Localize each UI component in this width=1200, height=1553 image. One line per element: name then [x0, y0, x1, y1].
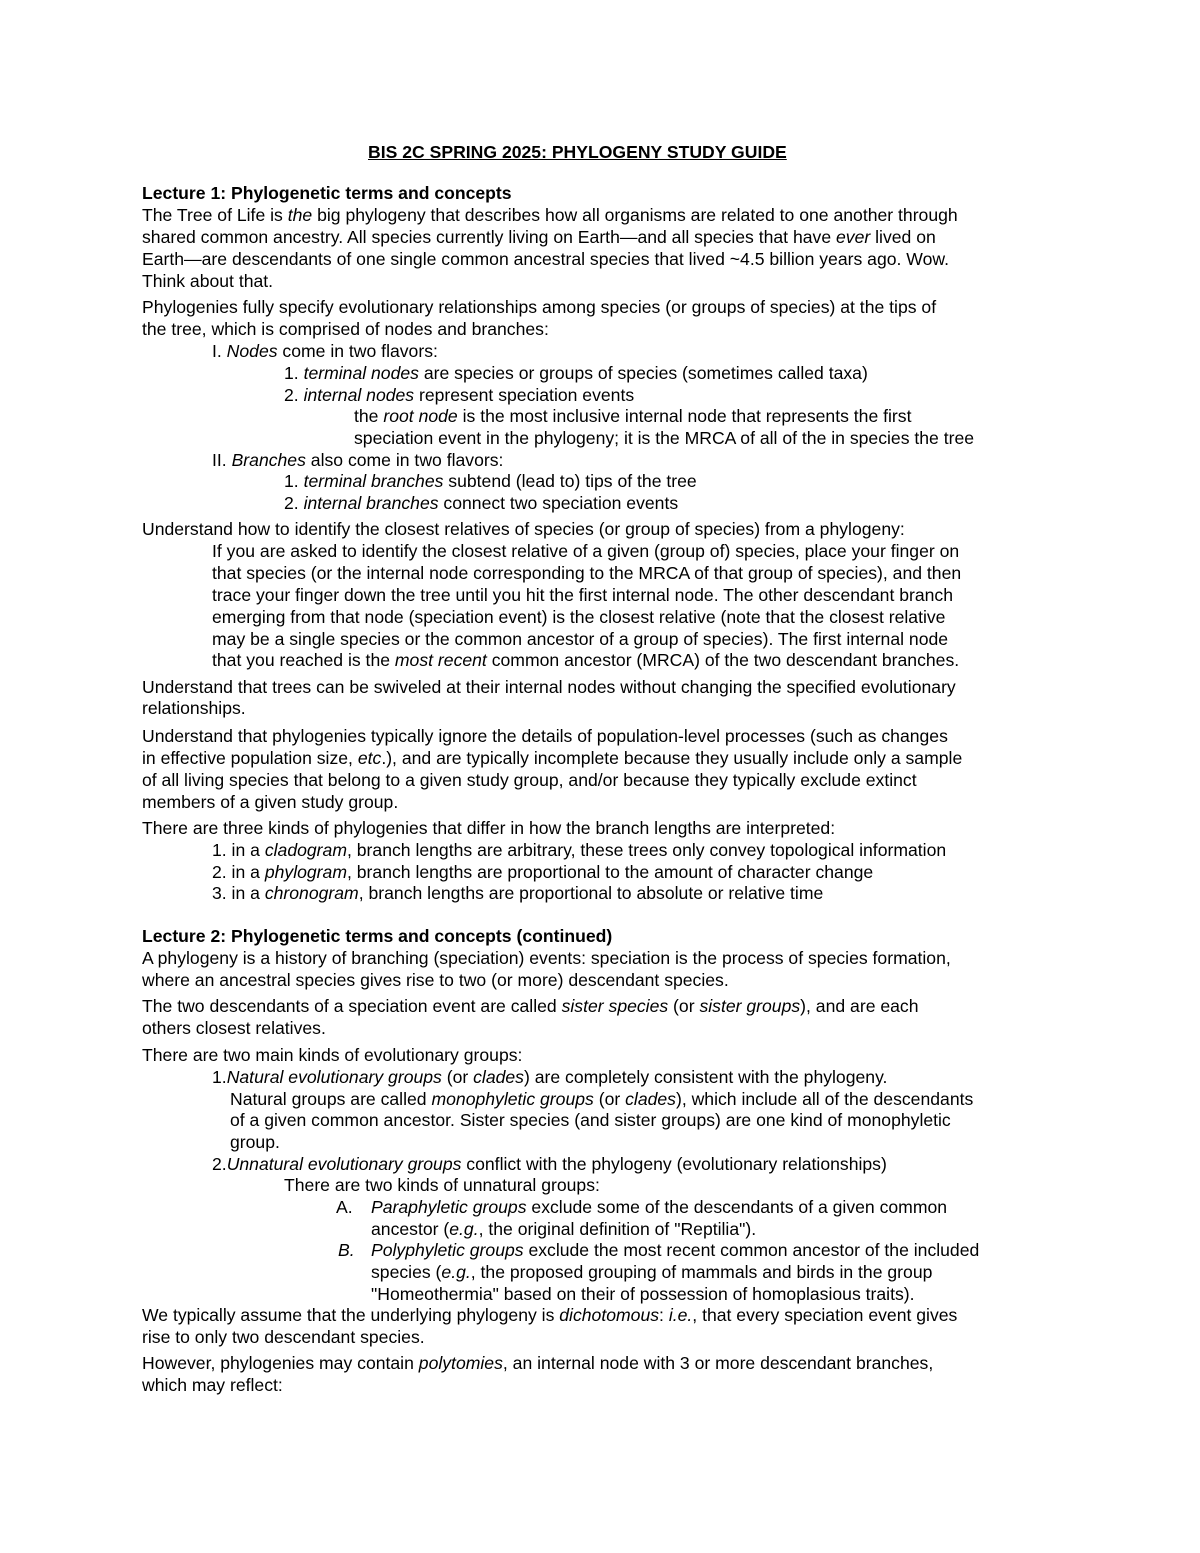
text-span: 1. [284, 363, 304, 383]
list-marker [338, 1240, 355, 1262]
paragraph-line: relationships. [142, 698, 246, 718]
italic-term: internal nodes [303, 385, 415, 405]
paragraph-line [212, 650, 959, 672]
text-span: connect two speciation events [438, 493, 679, 513]
list-item [284, 385, 634, 407]
italic-term: dichotomous [559, 1305, 660, 1325]
list-item [284, 493, 678, 515]
text-span: are species or groups of species (sometimes called taxa) [418, 363, 868, 383]
text-span: 2. [212, 1154, 227, 1174]
paragraph-line [142, 1353, 933, 1375]
italic-term: cladogram [264, 840, 347, 860]
paragraph-line: trace your finger down the tree until you hit the first internal node. The other descendant branch [212, 585, 954, 605]
paragraph-line [142, 748, 962, 770]
text-span: also come in two flavors: [305, 450, 504, 470]
italic-term: Polyphyletic groups [371, 1240, 524, 1260]
paragraph-line: the tree, which is comprised of nodes and branches: [142, 319, 549, 339]
list-item [371, 1219, 756, 1241]
italic-term: monophyletic groups [431, 1089, 594, 1109]
italic-term: Natural evolutionary groups [226, 1067, 442, 1087]
text-span: , branch lengths are proportional to absolute or relative time [358, 883, 824, 903]
text-span: in effective population size, [142, 748, 358, 768]
text-span: (or [593, 1089, 626, 1109]
text-span: exclude some of the descendants of a given common [526, 1197, 948, 1217]
text-span: , the original definition of "Reptilia"). [478, 1219, 757, 1239]
text-span: I. [212, 341, 227, 361]
text-span: that you reached is the [212, 650, 395, 670]
list-item [212, 1067, 887, 1089]
list-item [230, 1089, 973, 1111]
text-span: (or [668, 996, 700, 1016]
paragraph-line: where an ancestral species gives rise to two (or more) descendant species. [142, 970, 729, 990]
text-span: , an internal node with 3 or more descendant branches, [502, 1353, 934, 1373]
paragraph-line: which may reflect: [142, 1375, 283, 1395]
italic-term: polytomies [418, 1353, 503, 1373]
paragraph-line: Understand how to identify the closest relatives of species (or group of species) from a phylogeny: [142, 519, 905, 539]
italic-term: Unnatural evolutionary groups [226, 1154, 462, 1174]
paragraph-line: A phylogeny is a history of branching (speciation) events: speciation is the process of species formation, [142, 948, 951, 968]
list-item: "Homeothermia" based on their of possession of homoplasious traits). [371, 1284, 915, 1304]
list-item: speciation event in the phylogeny; it is the MRCA of all of the in species the tree [354, 428, 975, 448]
list-item [212, 883, 823, 905]
text-span: come in two flavors: [277, 341, 438, 361]
paragraph-line [142, 1305, 957, 1327]
text-span: common ancestor (MRCA) of the two descendant branches. [486, 650, 960, 670]
lecture-1-heading: Lecture 1: Phylogenetic terms and concepts [142, 183, 512, 203]
list-item [371, 1197, 947, 1219]
text-span: 2. [284, 493, 304, 513]
paragraph-line: Think about that. [142, 271, 274, 291]
text-span: II. [212, 450, 232, 470]
paragraph-line: others closest relatives. [142, 1018, 326, 1038]
italic-term: e.g. [441, 1262, 471, 1282]
text-span: 2. [284, 385, 304, 405]
italic-term: phylogram [264, 862, 347, 882]
paragraph-line: Understand that phylogenies typically ignore the details of population-level processes (such as changes [142, 726, 948, 746]
italic-term: sister groups [699, 996, 801, 1016]
text-span: 2. in a [212, 862, 265, 882]
paragraph-line: may be a single species or the common ancestor of a group of species). The first internal node [212, 629, 949, 649]
italic-term: terminal nodes [303, 363, 419, 383]
text-span: (or [441, 1067, 474, 1087]
text-span: The two descendants of a speciation event are called [142, 996, 562, 1016]
text-span: , the proposed grouping of mammals and birds in the group [470, 1262, 933, 1282]
text-span: 1. [212, 1067, 227, 1087]
italic-term: Nodes [226, 341, 278, 361]
text-span: 1. [284, 471, 304, 491]
list-item [212, 1154, 887, 1176]
text-span: , branch lengths are arbitrary, these trees only convey topological information [346, 840, 947, 860]
list-item: There are two kinds of unnatural groups: [284, 1175, 600, 1195]
text-span: big phylogeny that describes how all organisms are related to one another through [312, 205, 958, 225]
list-marker: A. [336, 1197, 353, 1217]
text-span: ) are completely consistent with the phylogeny. [523, 1067, 888, 1087]
italic-term: most recent [394, 650, 487, 670]
text-span: However, phylogenies may contain [142, 1353, 419, 1373]
lecture-2-heading: Lecture 2: Phylogenetic terms and concepts (continued) [142, 926, 613, 946]
paragraph-line: that species (or the internal node corresponding to the MRCA of that group of species), and then [212, 563, 962, 583]
list-item [371, 1240, 979, 1262]
italic-term: B. [338, 1240, 355, 1260]
paragraph-line: If you are asked to identify the closest relative of a given (group of) species, place your finger on [212, 541, 960, 561]
list-item [284, 471, 697, 493]
italic-term: clades [473, 1067, 524, 1087]
list-item [212, 840, 946, 862]
italic-term: internal branches [303, 493, 439, 513]
text-span: represent speciation events [414, 385, 635, 405]
list-item [212, 341, 438, 363]
paragraph-line: emerging from that node (speciation event) is the closest relative (note that the closest relative [212, 607, 946, 627]
text-span: Natural groups are called [230, 1089, 432, 1109]
text-span: 3. in a [212, 883, 265, 903]
list-item [212, 450, 503, 472]
list-item [354, 406, 911, 428]
list-item: group. [230, 1132, 280, 1152]
text-span: We typically assume that the underlying phylogeny is [142, 1305, 560, 1325]
text-span: 1. in a [212, 840, 265, 860]
list-item [284, 363, 868, 385]
paragraph-line: members of a given study group. [142, 792, 399, 812]
paragraph-line: Phylogenies fully specify evolutionary relationships among species (or groups of species) at the tips of [142, 297, 937, 317]
paragraph-line: There are three kinds of phylogenies that differ in how the branch lengths are interpreted: [142, 818, 836, 838]
italic-term: terminal branches [303, 471, 444, 491]
italic-term: e.g. [449, 1219, 479, 1239]
text-span: exclude the most recent common ancestor of the included [523, 1240, 980, 1260]
text-span: , that every speciation event gives [692, 1305, 958, 1325]
italic-term: chronogram [264, 883, 359, 903]
text-span: , branch lengths are proportional to the amount of character change [346, 862, 874, 882]
italic-term: clades [625, 1089, 676, 1109]
list-item [212, 862, 873, 884]
text-span: the [354, 406, 384, 426]
italic-term: Branches [231, 450, 306, 470]
italic-term: ever [836, 227, 871, 247]
paragraph-line: of all living species that belong to a given study group, and/or because they typically exclude extinct [142, 770, 917, 790]
italic-term: Paraphyletic groups [371, 1197, 527, 1217]
italic-term: etc [357, 748, 382, 768]
paragraph-line [142, 205, 958, 227]
text-span: lived on [870, 227, 936, 247]
paragraph-line: Understand that trees can be swiveled at their internal nodes without changing the specified evolutionary [142, 677, 956, 697]
paragraph-line [142, 996, 919, 1018]
text-span: is the most inclusive internal node that represents the first [457, 406, 912, 426]
text-span: ancestor ( [371, 1219, 450, 1239]
text-span: .), and are typically incomplete because they usually include only a sample [381, 748, 963, 768]
text-span: The Tree of Life is [142, 205, 288, 225]
paragraph-line: Earth—are descendants of one single common ancestral species that lived ~4.5 billion years ago. Wow. [142, 249, 949, 269]
italic-term: the [287, 205, 313, 225]
paragraph-line: rise to only two descendant species. [142, 1327, 425, 1347]
paragraph-line [142, 227, 936, 249]
text-span: ), which include all of the descendants [675, 1089, 974, 1109]
text-span: shared common ancestry. All species currently living on Earth—and all species that have [142, 227, 836, 247]
page-title: BIS 2C SPRING 2025: PHYLOGENY STUDY GUIDE [368, 142, 787, 162]
italic-term: root node [383, 406, 458, 426]
text-span: ), and are each [800, 996, 919, 1016]
list-item: of a given common ancestor. Sister species (and sister groups) are one kind of monophyletic [230, 1110, 951, 1130]
text-span: subtend (lead to) tips of the tree [443, 471, 697, 491]
text-span: : [659, 1305, 669, 1325]
italic-term: i.e. [668, 1305, 693, 1325]
text-span: conflict with the phylogeny (evolutionary relationships) [461, 1154, 887, 1174]
italic-term: sister species [561, 996, 669, 1016]
text-span: species ( [371, 1262, 442, 1282]
list-item [371, 1262, 932, 1284]
paragraph-line: There are two main kinds of evolutionary groups: [142, 1045, 523, 1065]
